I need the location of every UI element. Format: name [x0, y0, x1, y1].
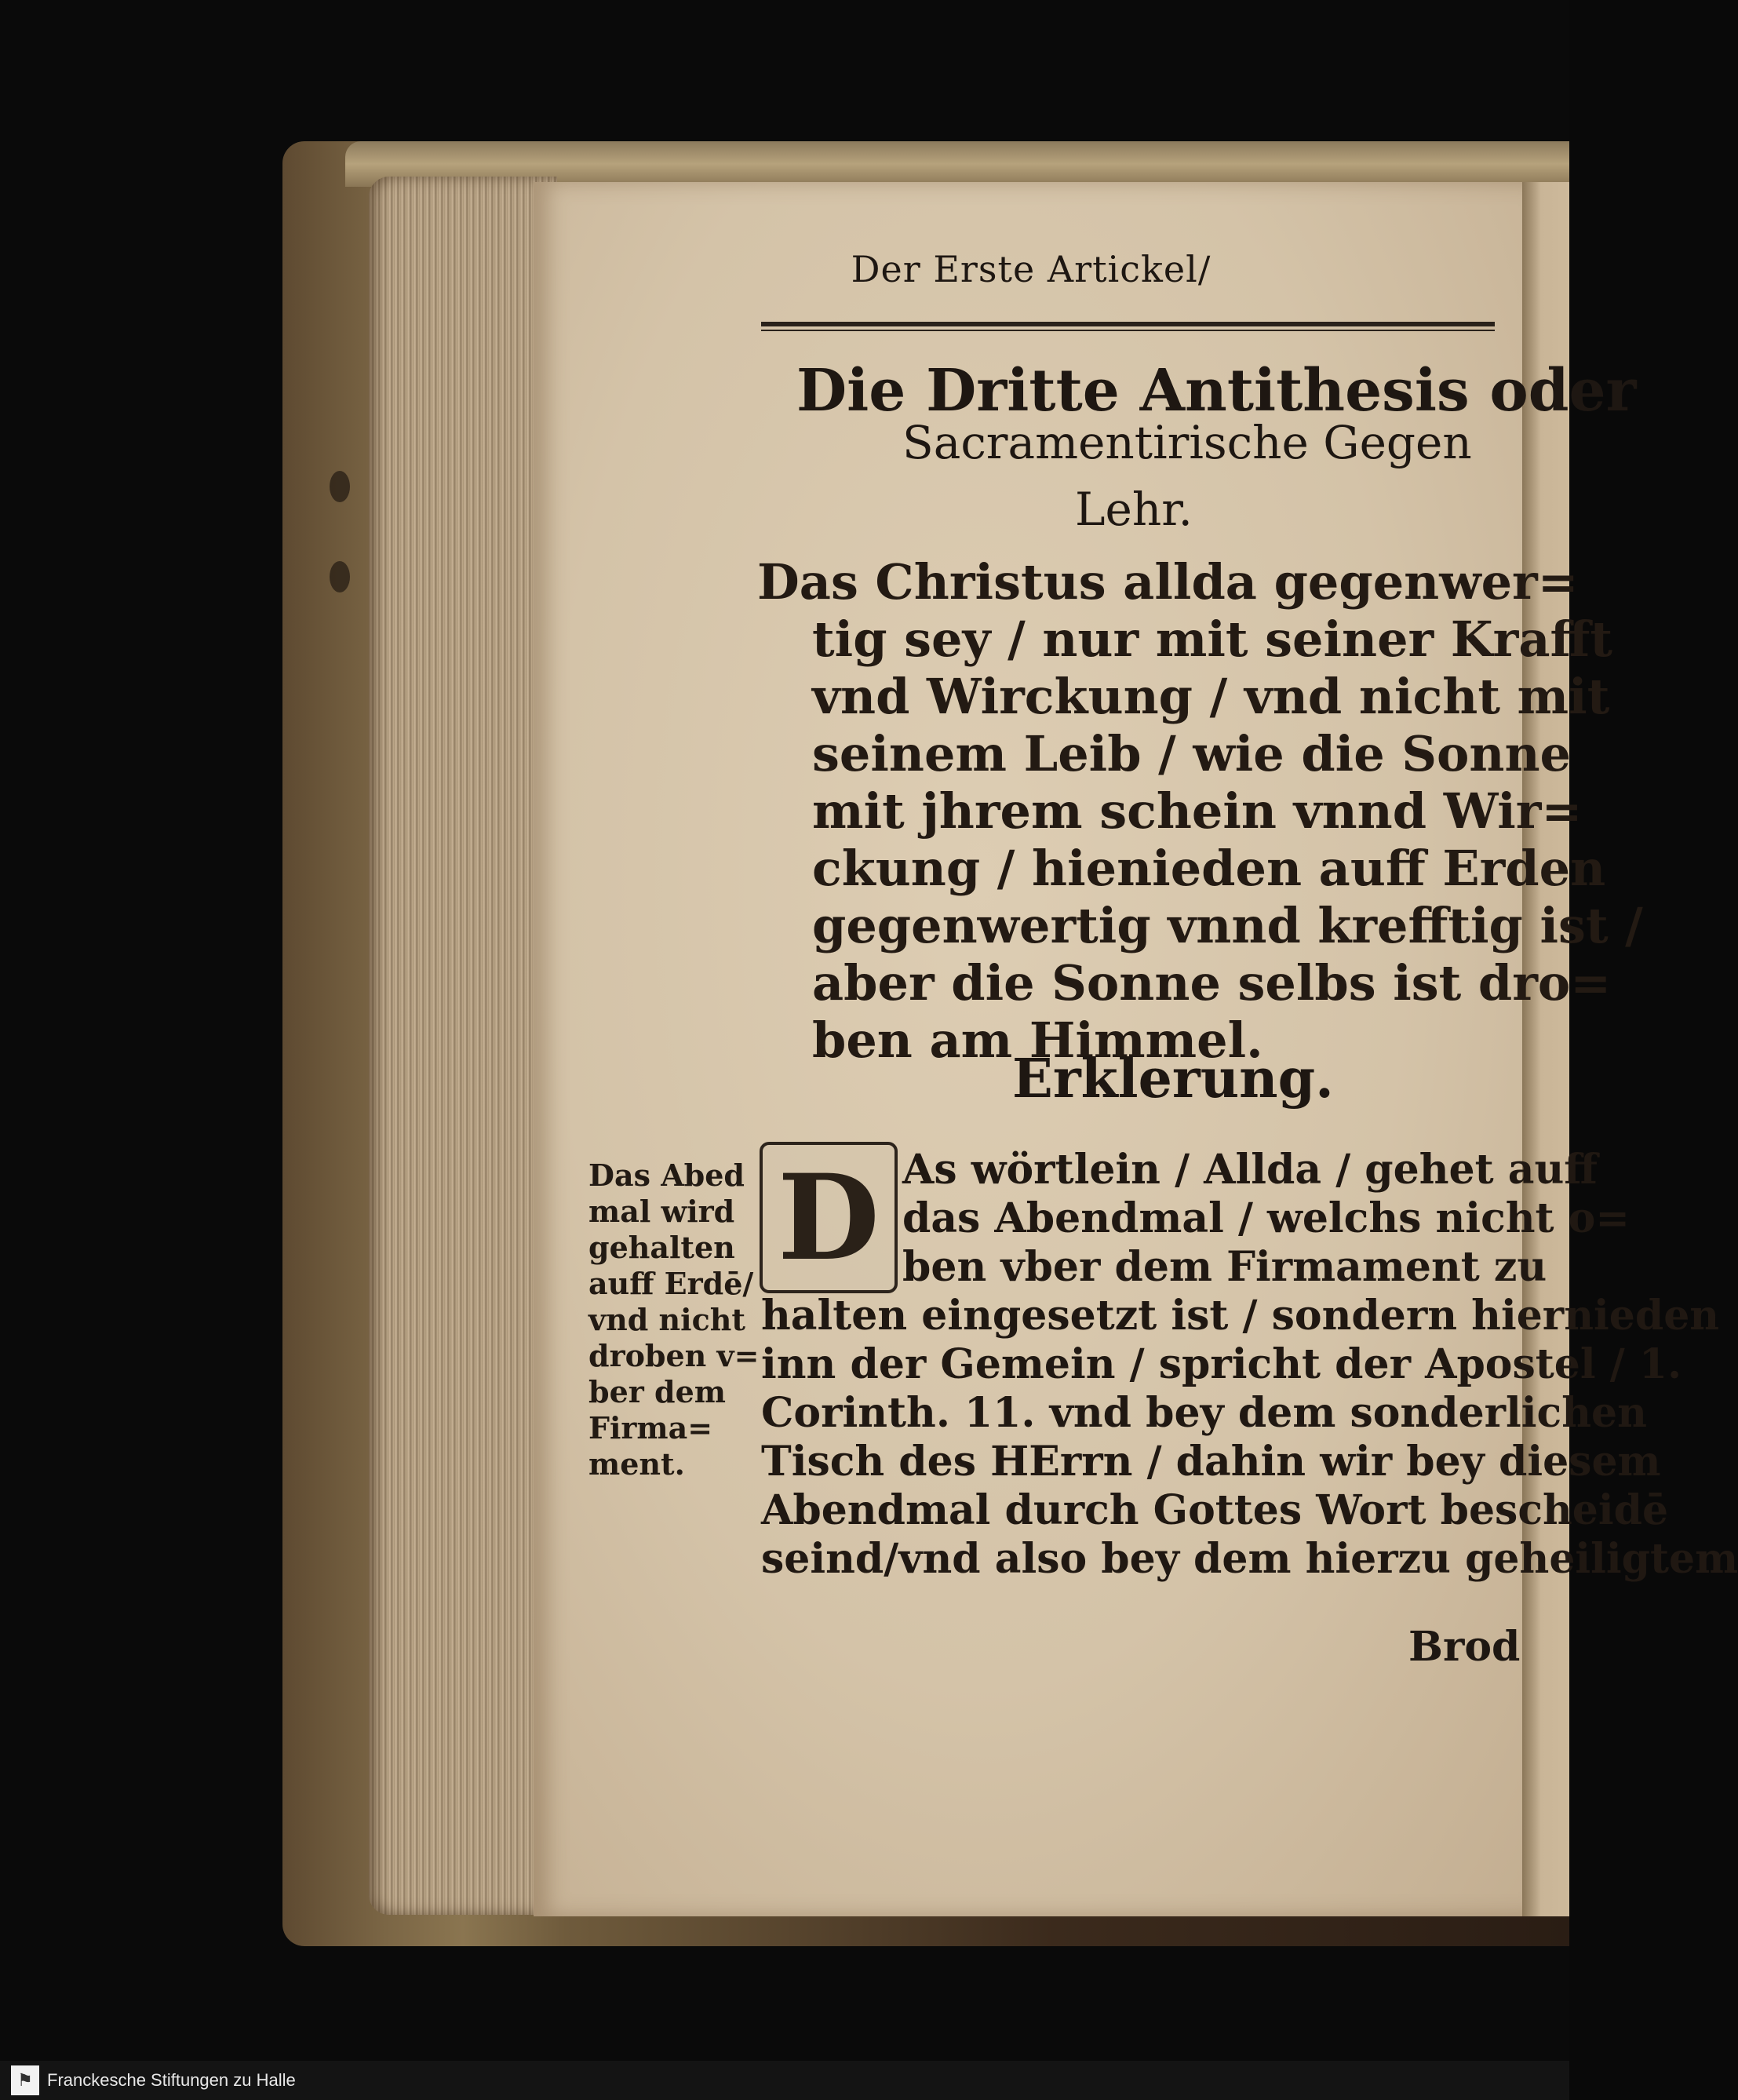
header-rule-thin: [761, 330, 1495, 331]
paragraph-line: seind/vnd also bey dem hierzu geheiligtem: [761, 1535, 1738, 1583]
marginal-note-line: mal wird: [588, 1194, 735, 1229]
paragraph-line: gegenwertig vnnd krefftig ist /: [812, 897, 1643, 954]
section-heading-line2: Sacramentirische Gegen: [902, 416, 1472, 469]
paragraph-line: halten eingesetzt ist / sondern hiernieden: [761, 1292, 1720, 1340]
paragraph-line: inn der Gemein / spricht der Apostel / 1.: [761, 1340, 1682, 1388]
antithesis-paragraph: [757, 553, 1643, 1069]
paragraph-line: aber die Sonne selbs ist dro=: [812, 954, 1612, 1012]
paragraph-line: Das Christus allda gegenwer=: [757, 553, 1579, 611]
marginal-note-line: Firma=: [588, 1410, 713, 1446]
footer-bar: [0, 2061, 1569, 2100]
institution-logo-icon[interactable]: ⚑: [11, 2065, 39, 2095]
running-head: Der Erste Artickel/: [851, 248, 1211, 290]
marginal-note-line: vnd nicht: [588, 1302, 745, 1337]
paragraph-line: seinem Leib / wie die Sonne: [812, 725, 1571, 782]
marginal-note-line: droben v=: [588, 1338, 760, 1373]
paragraph-line: As wörtlein / Allda / gehet auff: [902, 1146, 1598, 1194]
marginal-note-line: auff Erdē/: [588, 1266, 754, 1301]
explanation-paragraph: [761, 1146, 1738, 1584]
paragraph-line: das Abendmal / welchs nicht o=: [902, 1194, 1630, 1242]
marginal-note-line: ment.: [588, 1446, 685, 1482]
section-heading: Die Dritte Antithesis oder: [796, 357, 1637, 425]
header-rule: [761, 322, 1495, 326]
paragraph-line: tig sey / nur mit seiner Krafft: [812, 611, 1613, 668]
marginal-note-line: gehalten: [588, 1230, 735, 1265]
spine-mark: [330, 471, 350, 502]
paragraph-line: ckung / hienieden auff Erden: [812, 840, 1606, 897]
marginal-note-line: Das Abed: [588, 1158, 745, 1193]
marginal-note: [588, 1158, 759, 1482]
section-heading-line3: Lehr.: [1075, 483, 1193, 536]
explanation-heading: Erklerung.: [1012, 1048, 1334, 1110]
paragraph-line: Corinth. 11. vnd bey dem sonderlichen: [761, 1389, 1647, 1437]
marginal-note-line: ber dem: [588, 1374, 726, 1409]
paragraph-line: Abendmal durch Gottes Wort bescheidē: [761, 1486, 1669, 1534]
page-edges: [369, 177, 557, 1915]
paragraph-line: Tisch des HErrn / dahin wir bey diesem: [761, 1438, 1661, 1486]
catchword: Brod: [1408, 1623, 1521, 1671]
paragraph-line: ben am Himmel.: [812, 1012, 1263, 1069]
paragraph-line: ben vber dem Firmament zu: [902, 1243, 1547, 1291]
decorated-initial: D: [760, 1142, 898, 1293]
spine-mark: [330, 561, 350, 592]
institution-name: Franckesche Stiftungen zu Halle: [47, 2070, 296, 2090]
paragraph-line: mit jhrem schein vnnd Wir=: [812, 782, 1583, 840]
paragraph-line: vnd Wirckung / vnd nicht mit: [812, 668, 1610, 725]
